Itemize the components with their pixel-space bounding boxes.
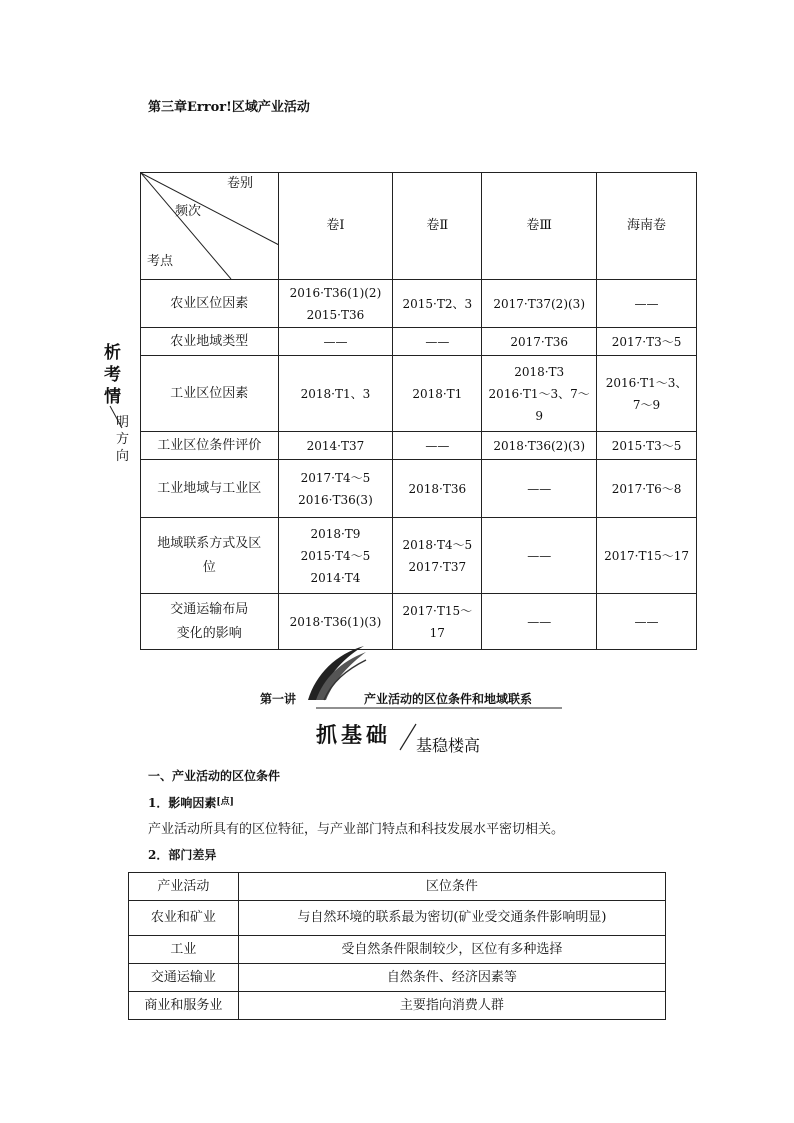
header-corner-cell [141, 173, 279, 280]
table-cell: 2016·T1～3、 7～9 [597, 356, 697, 432]
department-table [128, 872, 666, 1020]
column-header: 卷Ⅰ [278, 173, 393, 280]
exam-frequency-table [140, 172, 697, 650]
table-cell: 2014·T37 [278, 432, 393, 460]
table-cell: —— [393, 432, 482, 460]
lecture-title: 产业活动的区位条件和地域联系 [364, 692, 533, 706]
header-frequency-label: 频次 [175, 204, 202, 219]
table-cell: 2018·T1、3 [278, 356, 393, 432]
table-cell: 2017·T3～5 [597, 328, 697, 356]
item-2-heading: 2．部门差异 [148, 848, 217, 862]
table-cell: —— [597, 280, 697, 328]
table-header-row [129, 873, 666, 901]
table-cell: 交通运输业 [129, 964, 239, 992]
table-row [129, 901, 666, 936]
table-row [141, 460, 697, 518]
table-cell: 工业 [129, 936, 239, 964]
table-cell: 2017·T15～ 17 [393, 594, 482, 650]
table-cell: 2015·T2、3 [393, 280, 482, 328]
topic-cell: 地域联系方式及区 位 [141, 518, 279, 594]
side-label-small-3: 向 [116, 449, 130, 464]
column-header: 区位条件 [238, 873, 665, 901]
table-cell: 2015·T3～5 [597, 432, 697, 460]
header-paper-label: 卷别 [227, 176, 254, 191]
table-row [129, 964, 666, 992]
table-cell: 2018·T1 [393, 356, 482, 432]
table-row [129, 936, 666, 964]
table-cell: 与自然环境的联系最为密切(矿业受交通条件影响明显) [238, 901, 665, 936]
paragraph-1: 产业活动所具有的区位特征，与产业部门特点和科技发展水平密切相关。 [148, 822, 565, 837]
table-cell: 2018·T36 [393, 460, 482, 518]
column-header: 卷Ⅲ [482, 173, 597, 280]
table-cell: —— [482, 518, 597, 594]
table-cell: —— [597, 594, 697, 650]
side-label-small-1: 明 [116, 415, 130, 430]
item-1-heading [148, 794, 234, 811]
topic-cell: 交通运输布局 变化的影响 [141, 594, 279, 650]
table-header-row [141, 173, 697, 280]
table-cell: 2017·T6～8 [597, 460, 697, 518]
basic-banner-left: 抓基础 [316, 722, 391, 747]
topic-cell: 工业地域与工业区 [141, 460, 279, 518]
lecture-underline [316, 706, 576, 710]
table-cell: —— [482, 594, 597, 650]
table-cell: 2018·T36(2)(3) [482, 432, 597, 460]
side-label-big-2: 考 [104, 365, 121, 385]
table-cell: 农业和矿业 [129, 901, 239, 936]
table-cell: 2017·T4～5 2016·T36(3) [278, 460, 393, 518]
table-cell: 2018·T3 2016·T1～3、7～ 9 [482, 356, 597, 432]
column-header: 海南卷 [597, 173, 697, 280]
item-1-title: 1．影响因素 [148, 796, 217, 810]
table-cell: 商业和服务业 [129, 992, 239, 1020]
table-row [141, 356, 697, 432]
table-cell: 自然条件、经济因素等 [238, 964, 665, 992]
table-cell: —— [278, 328, 393, 356]
basic-banner-right: 基稳楼高 [416, 736, 481, 755]
column-header: 卷Ⅱ [393, 173, 482, 280]
header-topic-label: 考点 [147, 254, 174, 269]
table-cell: 2018·T36(1)(3) [278, 594, 393, 650]
table-cell: 2017·T37(2)(3) [482, 280, 597, 328]
table-row [129, 992, 666, 1020]
topic-cell: 农业区位因素 [141, 280, 279, 328]
table-row [141, 328, 697, 356]
side-label [104, 342, 134, 464]
table-row [141, 280, 697, 328]
side-label-big-3: 情 [104, 387, 121, 407]
topic-cell: 工业区位因素 [141, 356, 279, 432]
table-cell: 受自然条件限制较少，区位有多种选择 [238, 936, 665, 964]
table-cell: 主要指向消费人群 [238, 992, 665, 1020]
table-cell: 2017·T15～17 [597, 518, 697, 594]
table-cell: 2017·T36 [482, 328, 597, 356]
side-label-small [116, 414, 129, 465]
item-1-tag: [点] [216, 797, 234, 807]
table-cell: 2016·T36(1)(2) 2015·T36 [278, 280, 393, 328]
topic-cell: 工业区位条件评价 [141, 432, 279, 460]
swoosh-logo-icon [306, 644, 368, 702]
table-row [141, 518, 697, 594]
column-header: 产业活动 [129, 873, 239, 901]
table-row [141, 594, 697, 650]
lecture-label: 第一讲 [260, 692, 297, 706]
side-label-big-1: 析 [104, 343, 121, 363]
topic-cell: 农业地域类型 [141, 328, 279, 356]
side-label-small-2: 方 [116, 432, 130, 447]
table-cell: —— [393, 328, 482, 356]
table-cell: —— [482, 460, 597, 518]
section-heading-1: 一、产业活动的区位条件 [148, 769, 281, 783]
table-cell: 2018·T4～5 2017·T37 [393, 518, 482, 594]
chapter-title: 第三章Error!区域产业活动 [148, 100, 310, 115]
table-row [141, 432, 697, 460]
table-cell: 2018·T9 2015·T4～5 2014·T4 [278, 518, 393, 594]
